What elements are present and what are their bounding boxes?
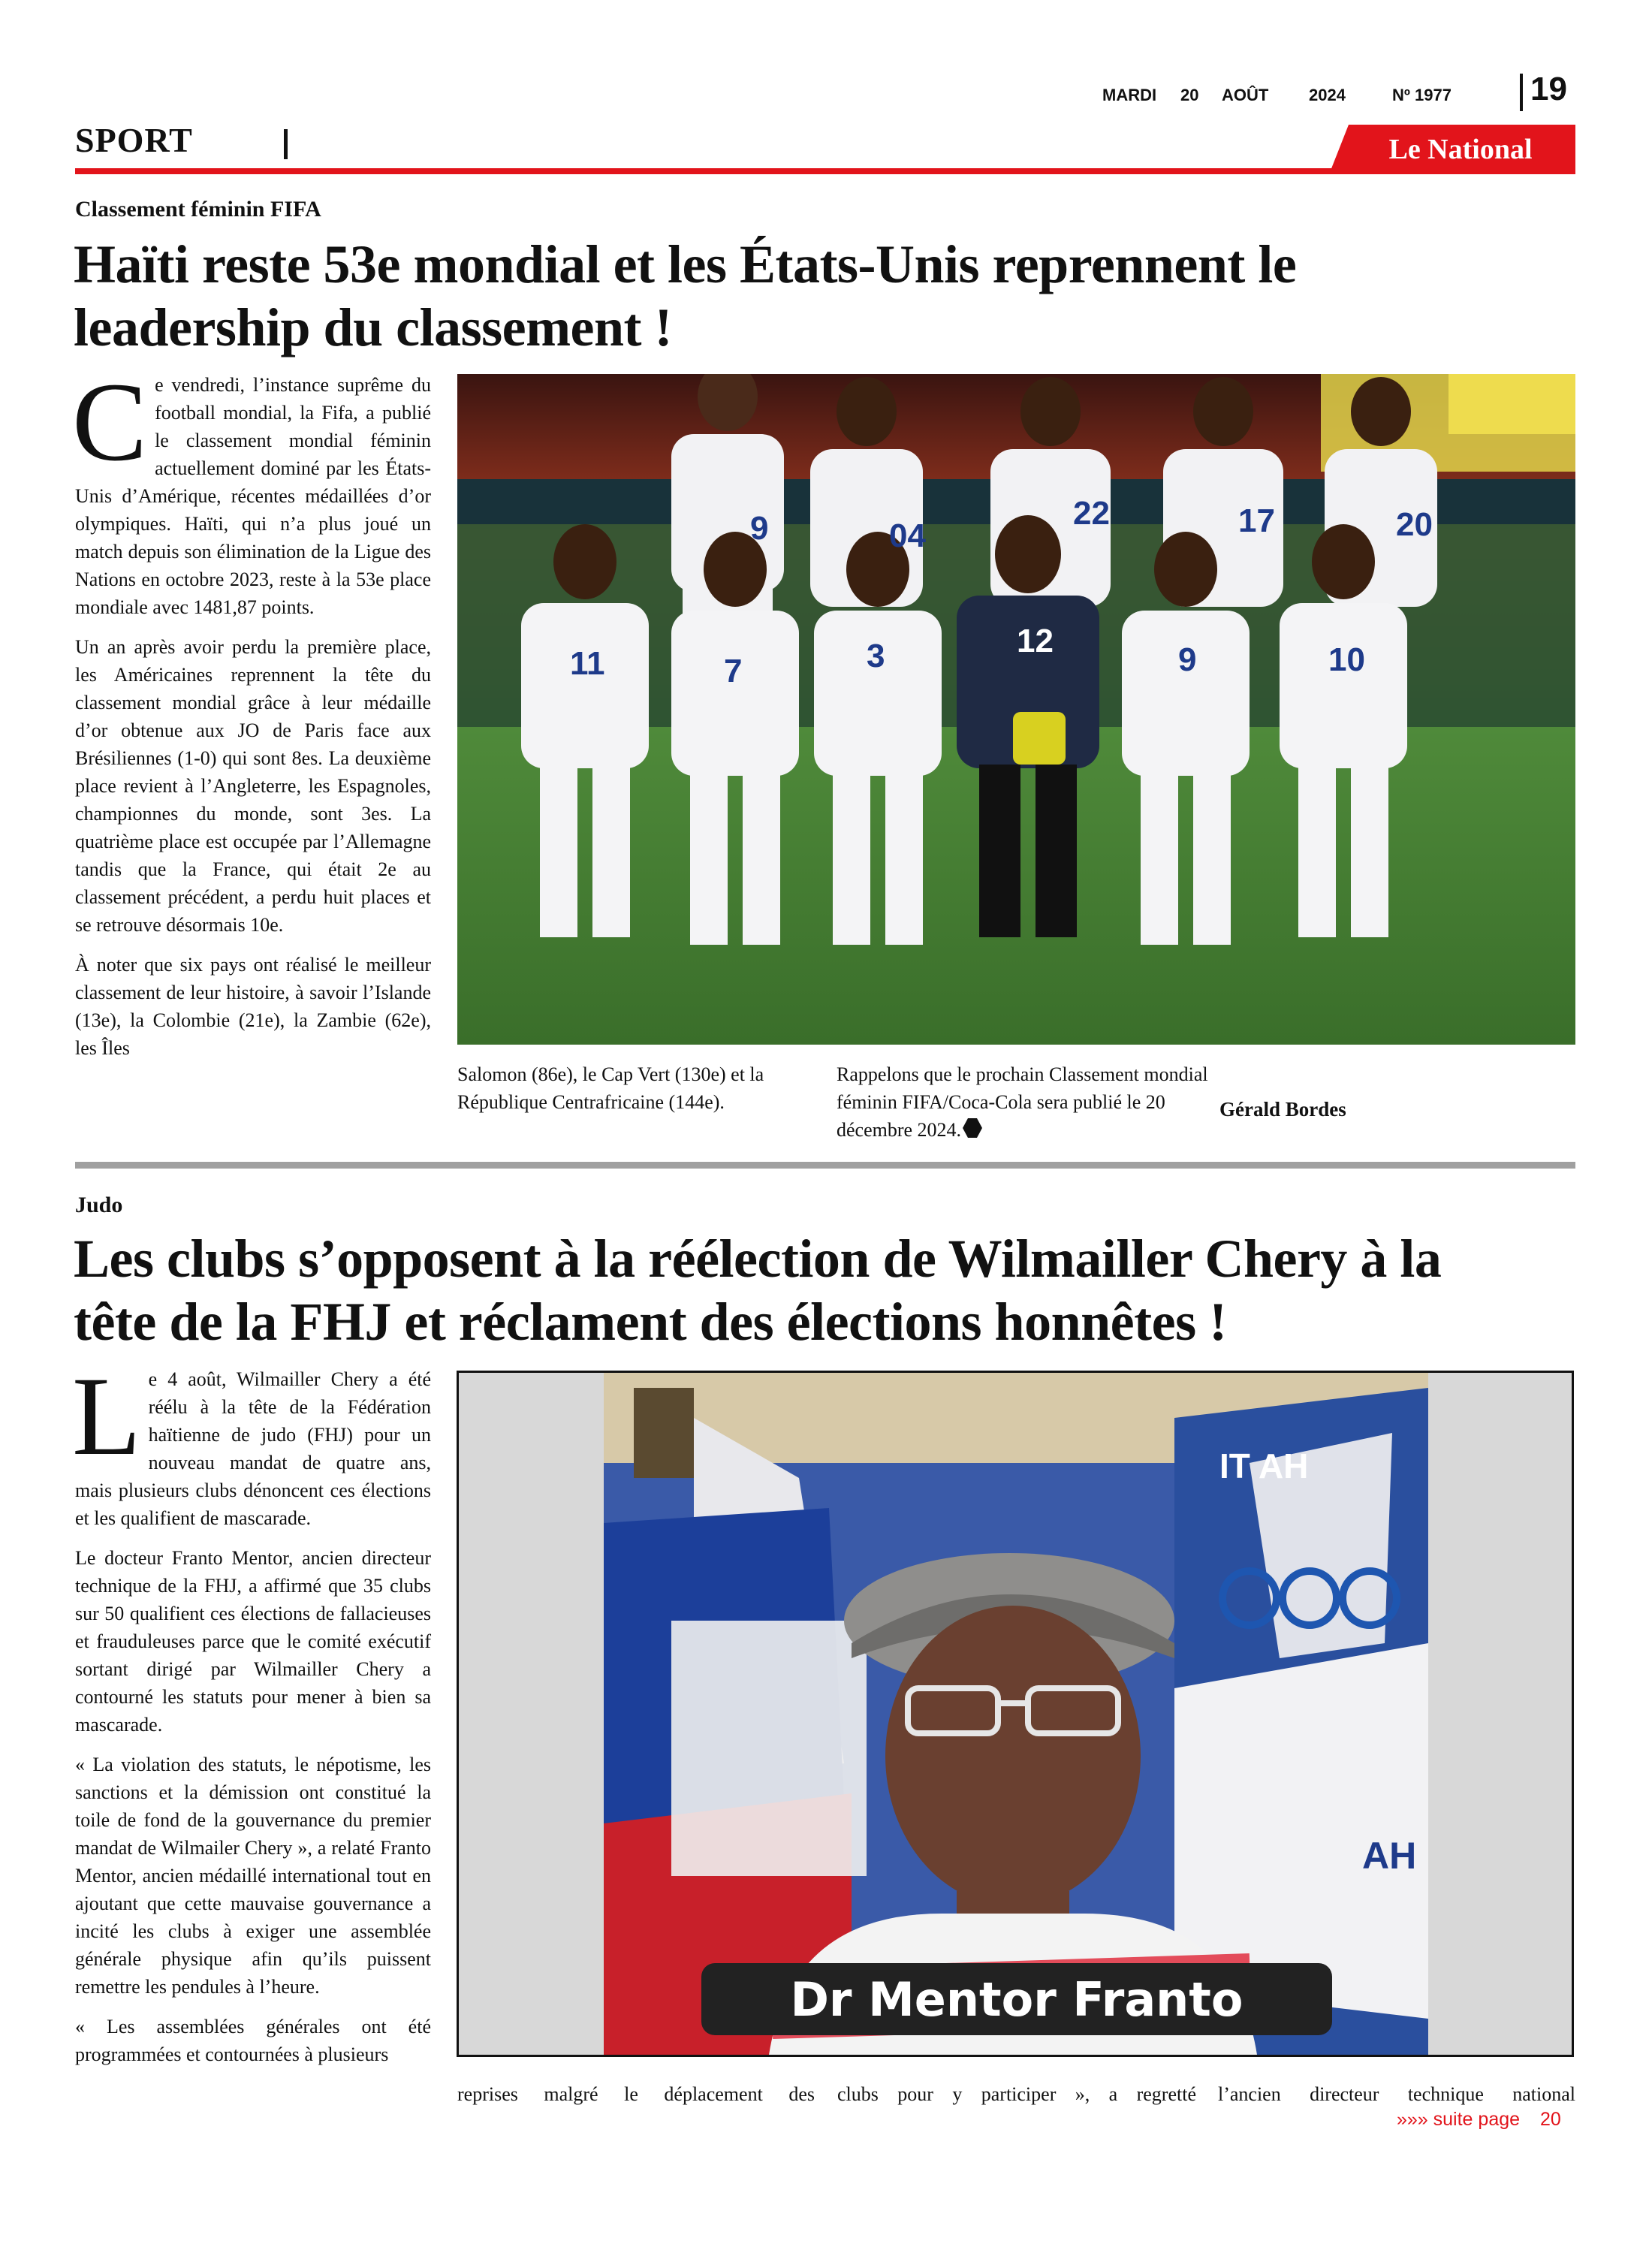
article1-headline-line2: leadership du classement ! <box>74 297 672 357</box>
continued-page: 20 <box>1539 2109 1561 2130</box>
article1-kicker: Classement féminin FIFA <box>75 197 321 222</box>
header-rule <box>75 168 1575 174</box>
article2-headline-line1: Les clubs s’opposent à la réélection de Wilmailler Chery à la <box>74 1229 1442 1289</box>
article2-paragraph1: e 4 août, Wilmailler Chery a été réélu à la tête de la Fédération haïtienne de judo (FHJ) pour un nouveau mandat de quatre ans, mais plusieurs clubs dénoncent ces élections et les qualifient de mascarade. <box>75 1368 431 1529</box>
jersey-number: 9 <box>750 510 769 547</box>
date-number: 20 <box>1180 86 1199 104</box>
article2-dropcap: L <box>72 1354 141 1479</box>
jersey-number: 7 <box>724 653 743 689</box>
continued-label: »»» suite page <box>1397 2109 1521 2130</box>
brand-name: Le National <box>1388 134 1533 165</box>
continued-notice[interactable] <box>1397 2109 1561 2131</box>
portrait-photo-frame <box>457 1371 1574 2057</box>
jersey-number: 10 <box>1328 641 1365 678</box>
article2-paragraph3: « La violation des statuts, le népotisme, les sanctions et la démission ont constitué la toile de fond de la gouvernance du premier mandat de Wilmailer Chery », a relaté Franto Mentor, ancien médaillé international tout en ajoutant que cette mauvaise gouvernance a incité les clubs à exiger une assemblée générale physique afin qu’ils puissent remettre les pendules à l’heure. <box>75 1754 431 1998</box>
article1-continuation2-text: Rappelons que le prochain Classement mondial féminin FIFA/Coca-Cola sera publié le 20 décembre 2024. <box>837 1063 1208 1141</box>
article1-continuation2 <box>837 1060 1212 1144</box>
flag-text: AH <box>1362 1835 1417 1877</box>
jersey-number: 17 <box>1238 502 1275 539</box>
flag-text: IT AH <box>1219 1446 1309 1485</box>
jersey-number: 04 <box>889 517 926 554</box>
portrait-caption: Dr Mentor Franto <box>790 1971 1244 2027</box>
article1-paragraph1: e vendredi, l’instance suprême du football mondial, la Fifa, a publié le classement mondial féminin actuellement dominé par les États-Unis d’Amérique, récentes médaillées d’or olympiques. Haïti, qui n’a plus joué un match depuis son élimination de la Ligue des Nations en octobre 2023, reste à la 53e place mondiale avec 1481,87 points. <box>75 374 431 618</box>
date-year: 2024 <box>1309 86 1346 104</box>
article2-paragraph2: Le docteur Franto Mentor, ancien directeur technique de la FHJ, a affirmé que 35 clubs sur 50 qualifient ces élections de fallacieuses et frauduleuses parce que le comité exécutif sortant dirigé par Wilmailler Chery a contourné les statuts pour mener à bien sa mascarade. <box>75 1547 431 1736</box>
issue-number: Nº 1977 <box>1392 86 1452 104</box>
jersey-number: 20 <box>1396 506 1433 543</box>
section-divider <box>284 129 288 159</box>
article2-column1 <box>72 1354 431 2080</box>
article2-headline <box>74 1227 1583 1353</box>
team-photo <box>457 374 1575 1045</box>
article2-paragraph4: « Les assemblées générales ont été programmées et contournées à plusieurs <box>75 2016 431 2065</box>
article2-continuation3: l’ancien directeur technique national <box>1218 2083 1575 2105</box>
article1-paragraph2: Un an après avoir perdu la première place, les Américaines reprennent la tête du classement mondial grâce à leur médaille d’or obtenue aux JO de Paris face aux Brésiliennes (1-0) qui sont 8es. La deuxième place revient à l’Angleterre, les Espagnoles, championnes du monde, sont 3es. La quatrième place est occupée par l’Allemagne tandis que la France, qui était 2e au classement précédent, a perdu huit places et se retrouve désormais 10e. <box>75 636 431 936</box>
section-title: SPORT <box>75 121 193 159</box>
jersey-number: 9 <box>1178 641 1197 678</box>
article1-headline <box>74 233 1583 359</box>
jersey-number: 22 <box>1073 495 1110 532</box>
portrait-illustration <box>604 1373 1428 2055</box>
article1-paragraph3: À noter que six pays ont réalisé le meilleur classement de leur histoire, à savoir l’Islande (13e), la Colombie (21e), la Zambie (62e), les Îles <box>75 954 431 1059</box>
page-number: 19 <box>1530 71 1567 107</box>
article-separator <box>75 1162 1575 1169</box>
page-number-divider <box>1520 74 1523 111</box>
portrait-photo <box>604 1373 1428 2055</box>
article2-kicker: Judo <box>75 1193 123 1217</box>
article1-dropcap: C <box>72 360 148 484</box>
jersey-number: 12 <box>1017 623 1054 659</box>
jersey-number: 3 <box>867 638 885 674</box>
article1-column1 <box>72 360 431 1074</box>
article2-continuation2: clubs pour y participer », a regretté <box>837 2083 1196 2105</box>
date-month: AOÛT <box>1222 86 1269 104</box>
article2-headline-line2: tête de la FHJ et réclament des élections honnêtes ! <box>74 1292 1227 1352</box>
team-photo-illustration <box>457 374 1575 1045</box>
article1-headline-line1: Haïti reste 53e mondial et les États-Unis reprennent le <box>74 234 1297 294</box>
end-mark-icon <box>961 1117 984 1139</box>
jersey-number: 11 <box>570 645 605 682</box>
article1-continuation1: Salomon (86e), le Cap Vert (130e) et la République Centrafricaine (144e). <box>457 1063 764 1113</box>
article1-author: Gérald Bordes <box>1219 1098 1346 1120</box>
article2-continuation1: reprises malgré le déplacement des <box>457 2083 815 2105</box>
date-day: MARDI <box>1102 86 1157 104</box>
